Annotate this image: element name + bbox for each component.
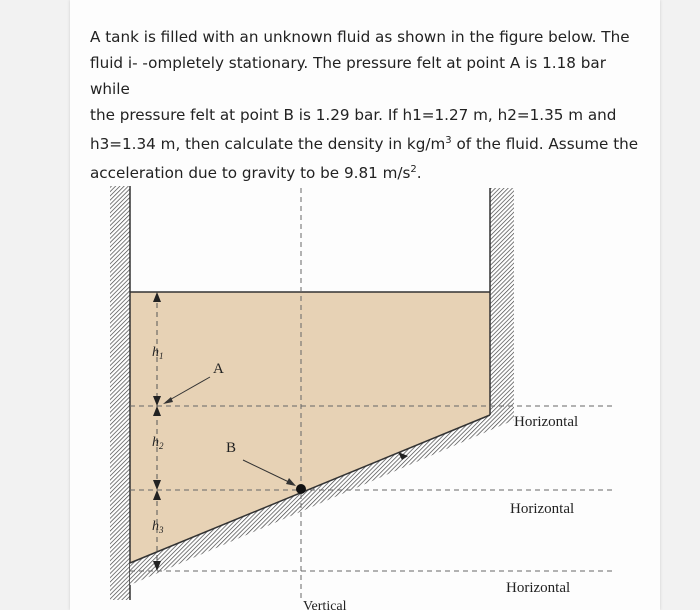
squared-superscript: 2 (410, 164, 417, 176)
fluid-region (130, 292, 490, 563)
label-horizontal-2: Horizontal (510, 501, 575, 517)
problem-line-4-end: of the fluid. Assume the (451, 135, 639, 154)
left-wall (110, 186, 130, 600)
right-wall (490, 188, 514, 420)
problem-line-5: acceleration due to gravity to be 9.81 m/s (90, 164, 411, 183)
problem-line-3: the pressure felt at point B is 1.29 bar. If h1=1.27 m, h2=1.35 m and (90, 106, 617, 124)
label-horizontal-3: Horizontal (506, 580, 571, 596)
label-vertical: Vertical (303, 599, 347, 610)
label-h2: $h_2$ (152, 435, 164, 451)
label-h1: $h_1$ (152, 345, 164, 361)
problem-line-5-end: . (416, 164, 422, 183)
label-point-b: B (226, 440, 237, 456)
cubed-superscript: 3 (445, 135, 452, 146)
label-horizontal-1: Horizontal (514, 414, 579, 430)
label-h3: $h_3$ (152, 519, 164, 535)
label-point-a: A (213, 361, 224, 377)
problem-line-2: fluid i- -ompletely stationary. The pressure felt at point A is 1.18 bar while (90, 54, 606, 98)
point-b-marker (296, 484, 306, 494)
problem-line-4: h3=1.34 m, then calculate the density in kg/m (90, 135, 446, 154)
problem-line-1: A tank is filled with an unknown fluid as shown in the figure below. The (90, 28, 630, 46)
